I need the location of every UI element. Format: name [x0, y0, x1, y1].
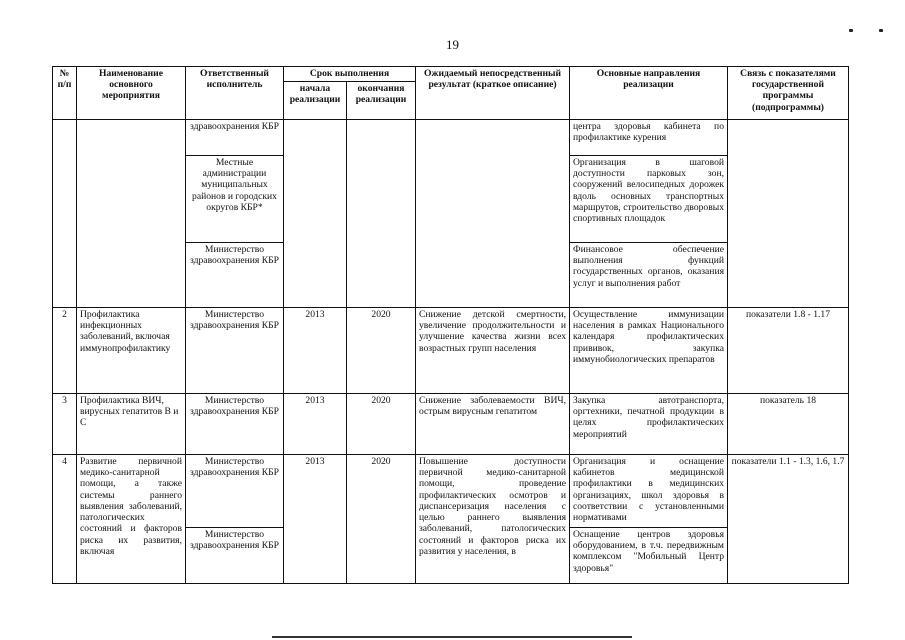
cell-direction: Закупка автотранспорта, оргтехники, печатной продукции в целях профилактических мероприятий: [570, 394, 728, 455]
cell-name: [77, 120, 186, 308]
cell-start: 2013: [284, 308, 347, 394]
cell-start: 2013: [284, 455, 347, 584]
cell-result: Снижение заболеваемости ВИЧ, острым вирусным гепатитом: [416, 394, 570, 455]
cell-executor: Местные администрации муниципальных районов и городских округов КБР*: [186, 156, 284, 243]
cell-direction: Оснащение центров здоровья оборудованием, в т.ч. передвижным комплексом "Мобильный Центр здоровья": [570, 528, 728, 584]
cell-link: показатель 18: [728, 394, 849, 455]
header-link: Связь с показателями государственной программы (подпрограммы): [728, 67, 849, 120]
cell-end: 2020: [347, 308, 416, 394]
cell-start: [284, 120, 347, 308]
cell-link: показатели 1.1 - 1.3, 1.6, 1.7: [728, 455, 849, 584]
cell-name: Профилактика ВИЧ, вирусных гепатитов В и С: [77, 394, 186, 455]
cell-executor: здравоохранения КБР: [186, 120, 284, 156]
table-row: [53, 308, 849, 394]
cell-direction: Финансовое обеспечение выполнения функций государственных органов, оказания услуг и выполнения работ: [570, 243, 728, 308]
cell-start: 2013: [284, 394, 347, 455]
cell-direction: центра здоровья кабинета по профилактике курения: [570, 120, 728, 156]
cell-num: 4: [53, 455, 77, 584]
table-row: [53, 394, 849, 455]
cell-executor: Министерство здравоохранения КБР: [186, 455, 284, 528]
cell-executor: Министерство здравоохранения КБР: [186, 308, 284, 394]
cell-link: показатели 1.8 - 1.17: [728, 308, 849, 394]
cell-num: 3: [53, 394, 77, 455]
cell-num: 2: [53, 308, 77, 394]
cell-result: Снижение детской смертности, увеличение продолжительности и улучшение качества жизни всех возрастных групп населения: [416, 308, 570, 394]
measures-table: [52, 66, 849, 584]
cell-direction: Организация и оснащение кабинетов медицинской профилактики в медицинских организациях, школ здоровья в соответствии с установленными нормативами: [570, 455, 728, 528]
cell-name: Профилактика инфекционных заболеваний, включая иммунопрофилактику: [77, 308, 186, 394]
cell-name: Развитие первичной медико-санитарной помощи, а также системы раннего выявления заболеваний, патологических состояний и факторов риска их развития, включая: [77, 455, 186, 584]
cell-result: [416, 120, 570, 308]
cell-direction: Организация в шаговой доступности парковых зон, сооружений велосипедных дорожек вдоль основных транспортных маршрутов, строительство дворовых спортивных площадок: [570, 156, 728, 243]
cell-direction: Осуществление иммунизации населения в рамках Национального календаря профилактических прививок, закупка иммунобиологических препаратов: [570, 308, 728, 394]
header-start: начала реализации: [284, 82, 347, 120]
table-row: [53, 120, 849, 156]
cell-executor: Министерство здравоохранения КБР: [186, 394, 284, 455]
cell-executor: Министерство здравоохранения КБР: [186, 243, 284, 308]
cell-result: Повышение доступности первичной медико-санитарной помощи, проведение профилактических осмотров и диспансеризация населения с целью раннего выявления заболеваний, патологических состояний и факторов риска их развития у населения, в: [416, 455, 570, 584]
page-bottom-rule: [272, 636, 632, 638]
page-number: 19: [446, 37, 459, 52]
header-end: окончания реализации: [347, 82, 416, 120]
header-executor: Ответственный исполнитель: [186, 67, 284, 120]
cell-end: 2020: [347, 394, 416, 455]
cell-num: [53, 120, 77, 308]
header-directions: Основные направления реализации: [570, 67, 728, 120]
header-period: Срок выполнения: [284, 67, 416, 82]
scan-marks: [823, 19, 883, 37]
header-num: № п/п: [53, 67, 77, 120]
cell-link: [728, 120, 849, 308]
header-result: Ожидаемый непосредственный результат (краткое описание): [416, 67, 570, 120]
cell-end: 2020: [347, 455, 416, 584]
cell-executor: Министерство здравоохранения КБР: [186, 528, 284, 584]
cell-end: [347, 120, 416, 308]
header-name: Наименование основного мероприятия: [77, 67, 186, 120]
table-row: [53, 455, 849, 528]
